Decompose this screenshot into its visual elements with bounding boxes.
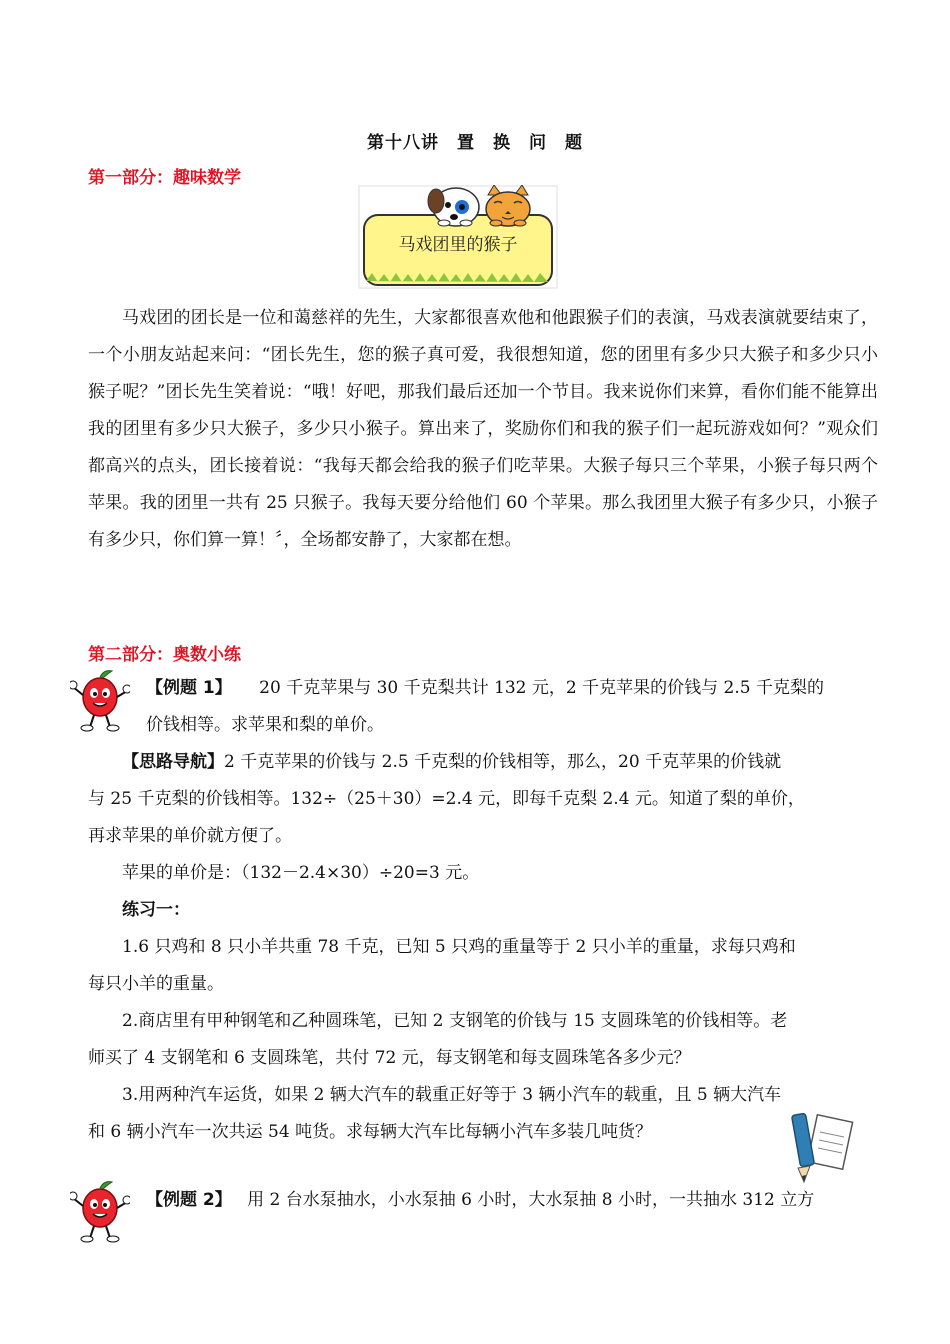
banner-label: 马戏团里的猴子: [398, 235, 518, 255]
exercise-3-line2: 和 6 辆小汽车一次共运 54 吨货。求每辆大汽车比每辆小汽车多装几吨货？: [88, 1122, 653, 1142]
page-title: 第十八讲 置 换 问 题: [367, 133, 583, 153]
exercise-1-line1: 1.6 只鸡和 8 只小羊共重 78 千克，已知 5 只鸡的重量等于 2 只小羊的重量，求每只鸡和: [122, 937, 796, 957]
example2-text: 用 2 台水泵抽水，小水泵抽 6 小时，大水泵抽 8 小时，一共抽水 312 立方: [247, 1190, 815, 1210]
example2-line1: [146, 1185, 814, 1215]
exercise-1-line2: 每只小羊的重量。: [88, 974, 224, 994]
apple-mascot-icon-2: [70, 1178, 130, 1244]
story-paragraph: 马戏团的团长是一位和蔼慈祥的先生，大家都很喜欢他和他跟猴子们的表演，马戏表演就要结束了，一个小朋友站起来问：“团长先生，您的猴子真可爱，我很想知道，您的团里有多少只大猴子和多少只小猴子呢？”团长先生笑着说：“哦！好吧，那我们最后还加一个节目。我来说你们来算，看你们能不能算出我的团里有多少只大猴子，多少只小猴子。算出来了，奖励你们和我的猴子们一起玩游戏如何？”观众们都高兴的点头，团长接着说：“我每天都会给我的猴子们吃苹果。大猴子每只三个苹果，小猴子每只两个苹果。我的团里一共有 25 只猴子。我每天要分给他们 60 个苹果。那么我团里大猴子有多少只，小猴子有多少只，你们算一算！〞，全场都安静了，大家都在想。: [88, 308, 878, 550]
example1-line1: [146, 673, 824, 703]
example1-label: 【例题 1】: [146, 678, 232, 698]
example2-label: 【例题 2】: [146, 1190, 232, 1210]
pencil-paper-icon: [788, 1110, 856, 1184]
story-banner: [358, 185, 558, 289]
hint-line3: 再求苹果的单价就方便了。: [88, 826, 292, 846]
exercise-2-line1: 2.商店里有甲种钢笔和乙种圆珠笔，已知 2 支钢笔的价钱与 15 支圆珠笔的价钱相等。老: [122, 1011, 788, 1031]
hint-line1: [122, 747, 781, 777]
exercise-2-line2: 师买了 4 支钢笔和 6 支圆珠笔，共付 72 元，每支钢笔和每支圆珠笔各多少元？: [88, 1048, 691, 1068]
hint-text: 2 千克苹果的价钱与 2.5 千克梨的价钱相等，那么，20 千克苹果的价钱就: [224, 752, 782, 772]
section-heading-part1: 第一部分：趣味数学: [88, 168, 241, 188]
answer-line: 苹果的单价是：（132－2.4×30）÷20=3 元。: [122, 863, 480, 883]
hint-label: 【思路导航】: [122, 752, 224, 772]
apple-mascot-icon: [70, 667, 130, 733]
exercise-3-line1: 3.用两种汽车运货，如果 2 辆大汽车的载重正好等于 3 辆小汽车的载重，且 5 辆大汽车: [122, 1085, 782, 1105]
example1-text: 20 千克苹果与 30 千克梨共计 132 元，2 千克苹果的价钱与 2.5 千克梨的: [259, 678, 824, 698]
exercise-heading: 练习一：: [122, 900, 190, 920]
example1-line2: 价钱相等。求苹果和梨的单价。: [146, 715, 384, 735]
hint-line2: 与 25 千克梨的价钱相等。132÷（25＋30）=2.4 元，即每千克梨 2.4 元。知道了梨的单价，: [88, 789, 805, 809]
section-heading-part2: 第二部分：奥数小练: [88, 645, 241, 665]
